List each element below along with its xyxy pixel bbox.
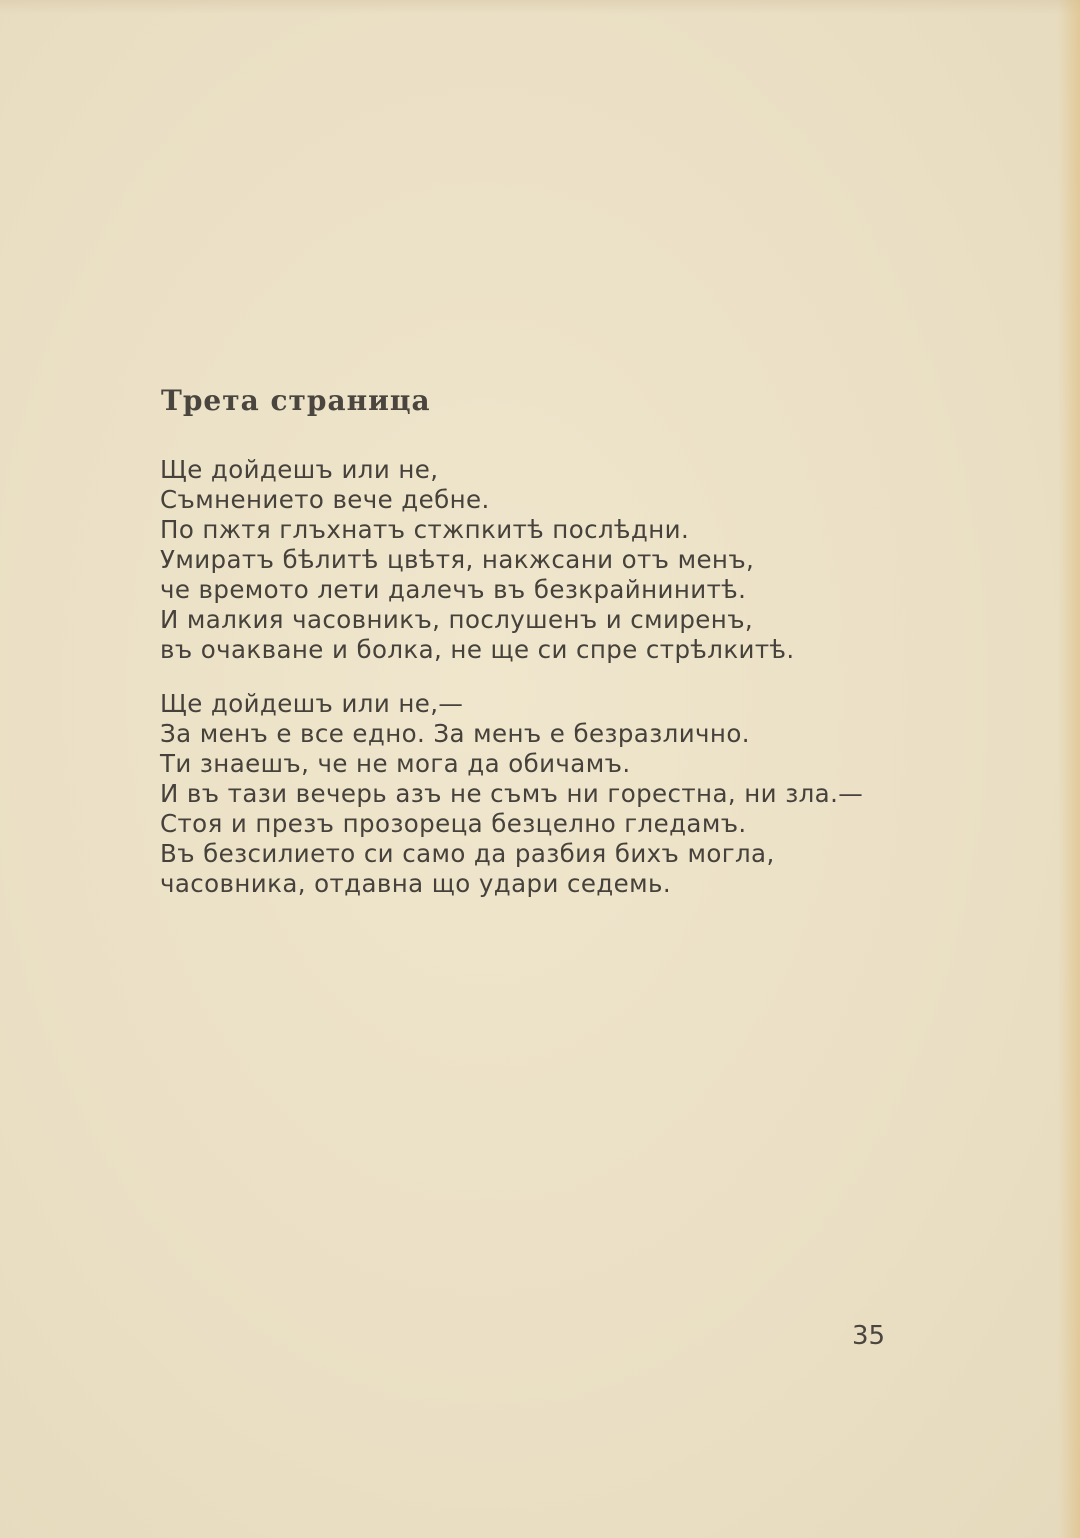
stanza-1 (160, 455, 795, 665)
stanza-2 (160, 689, 863, 899)
page-right-edge (1058, 0, 1080, 1538)
poem-line: Ще дойдешъ или не, (160, 455, 439, 484)
poem-line: Умиратъ бѣлитѣ цвѣтя, накжсани отъ менъ, (160, 545, 755, 574)
poem-line: Ти знаешъ, че не мога да обичамъ. (160, 749, 631, 778)
poem-line: Съмнението вече дебне. (160, 485, 490, 514)
poem-line: Стоя и презъ прозореца безцелно гледамъ. (160, 809, 747, 838)
poem-line: че времото лети далечъ въ безкрайнинитѣ. (160, 575, 747, 604)
poem-line: За менъ е все едно. За менъ е безразлично. (160, 719, 750, 748)
poem-line: И въ тази вечерь азъ не съмъ ни горестна, ни зла.— (160, 779, 864, 808)
poem-line: Въ безсилието си само да разбия бихъ могла, (160, 839, 775, 868)
poem-line: часовника, отдавна що удари седемь. (160, 869, 672, 898)
poem-line: И малкия часовникъ, послушенъ и смиренъ, (160, 605, 754, 634)
page-top-edge (0, 0, 1080, 14)
page-number: 35 (852, 1321, 886, 1351)
poem-line: По пжтя глъхнатъ стжпкитѣ послѣдни. (160, 515, 690, 544)
poem-line: Ще дойдешъ или не,— (160, 689, 464, 718)
poem-title: Трета страница (161, 384, 431, 417)
poem-line: въ очакване и болка, не ще си спре стрѣлкитѣ. (160, 635, 795, 664)
